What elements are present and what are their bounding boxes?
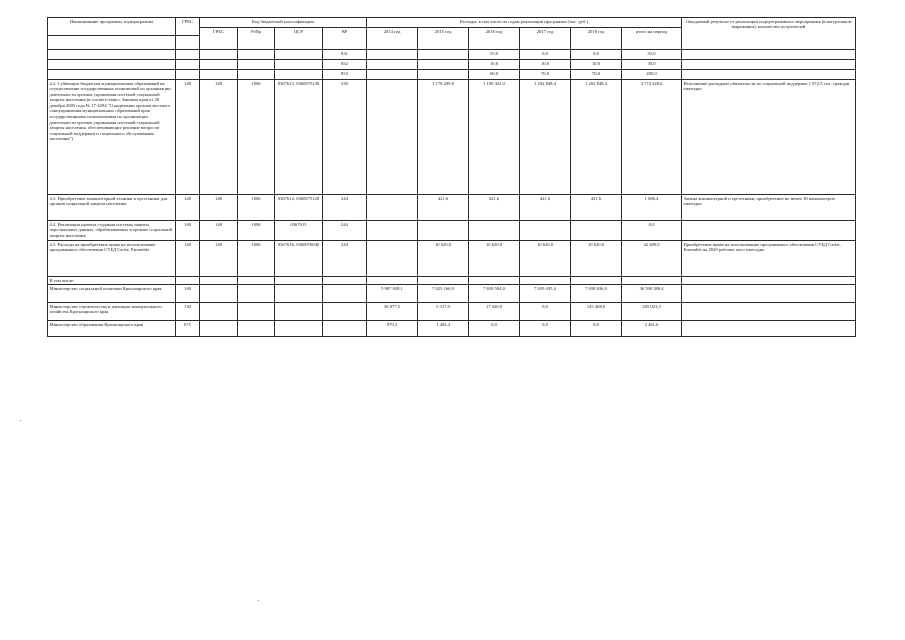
total-cell: 42 480,0	[622, 241, 682, 277]
table-row	[48, 221, 856, 241]
table-row	[48, 277, 856, 285]
value-cell: 0,0	[520, 321, 571, 337]
value-cell: 5 317,0	[418, 303, 469, 321]
value-cell: 0,0	[520, 303, 571, 321]
csr-cell: 0367615	[275, 221, 323, 241]
header-name: Наименование программы, подпрограммы	[48, 18, 176, 36]
value-cell: 7 625 166,9	[418, 285, 469, 303]
value-cell: 0,0	[571, 50, 622, 60]
header-kbk-grbs: ГРБС	[200, 28, 238, 50]
vr-cell: 244	[323, 195, 367, 221]
kbk-grbs-cell: 148	[200, 80, 238, 195]
kbk-grbs-cell: 148	[200, 195, 238, 221]
value-cell: 17 420,0	[469, 303, 520, 321]
value-cell: 36 877,5	[367, 303, 418, 321]
row-name: 4.5. Расходы на приобретение права на использование программного обеспечения СУБД Cache, Ensemble	[48, 241, 176, 277]
value-cell: 421,6	[469, 195, 520, 221]
header-total: итого на период	[622, 28, 682, 50]
result-cell	[682, 221, 856, 241]
header-2016: 2016 год	[469, 28, 520, 50]
row-name: 4.4. Реализация проекта создания системы защиты персональных данных, обрабатываемых в органах социальной защиты населения	[48, 221, 176, 241]
value-cell: 0,0	[571, 321, 622, 337]
header-grbs: ГРБС	[176, 18, 200, 36]
vr-cell: 530	[323, 80, 367, 195]
vr-cell: 852	[323, 60, 367, 70]
value-cell	[367, 221, 418, 241]
table-row	[48, 285, 856, 303]
grbs-cell: 148	[176, 195, 200, 221]
vr-cell: 831	[323, 50, 367, 60]
table-row	[48, 241, 856, 277]
rzpr-cell: 1006	[238, 80, 275, 195]
value-cell: 421,6	[571, 195, 622, 221]
vr-cell: 853	[323, 70, 367, 80]
value-cell	[520, 221, 571, 241]
value-cell: 7 658 636,9	[571, 285, 622, 303]
value-cell: 10 620,0	[469, 241, 520, 277]
header-2014: 2014 год	[367, 28, 418, 50]
csr-cell: 0367616, 0360076040	[275, 241, 323, 277]
value-cell: 1 190 422,0	[469, 80, 520, 195]
table-row	[48, 303, 856, 321]
row-name: 4.3. Приобретение компьютерной техники и оргтехники для органов социальной защиты населения	[48, 195, 176, 221]
header-result: Ожидаемый результат от реализации подпрограммного мероприятия (в натуральном выражении), количество получателей	[682, 18, 856, 50]
value-cell: 0,0	[520, 50, 571, 60]
total-cell: 205 023,3	[622, 303, 682, 321]
grbs-cell: 148	[176, 241, 200, 277]
value-cell: 979,2	[367, 321, 418, 337]
table-row	[48, 50, 856, 60]
rzpr-cell: 1006	[238, 195, 275, 221]
value-cell: 0,0	[469, 321, 520, 337]
total-cell: 200,0	[622, 70, 682, 80]
ministry-name: Министерство социальной политики Красноярского края	[48, 285, 176, 303]
table-row	[48, 70, 856, 80]
ministry-name: Министерство образования Красноярского края	[48, 321, 176, 337]
value-cell	[469, 221, 520, 241]
table-row	[48, 60, 856, 70]
value-cell: 145 408,0	[571, 303, 622, 321]
value-cell: 10 620,0	[520, 241, 571, 277]
total-cell: 55,0	[622, 50, 682, 60]
value-cell: 10,0	[571, 60, 622, 70]
grbs-cell: 148	[176, 285, 200, 303]
vr-cell: 244	[323, 241, 367, 277]
total-cell: 36 590 380,4	[622, 285, 682, 303]
header-2017: 2017 год	[520, 28, 571, 50]
result-cell: Исполнение расходных обязательств по социальной поддержке 1 972,5 тыс. граждан ежегодно	[682, 80, 856, 195]
value-cell: 10 620,0	[571, 241, 622, 277]
result-cell: Замена компьютерной и оргтехники, приобретение не менее 30 компьютеров ежегодно	[682, 195, 856, 221]
row-name: 4.2. Субвенции бюджетам муниципальных образований на осуществление государственных полномочий по организации деятельности органов управления системой социальной защиты населения (в соответствии с Законом края от 20 декабря 2005 года № 17-4294 "О наделении органов местного самоуправления муниципальных образований края государственными полномочиями по организации деятельности органов управления системой социальной защиты населения, обеспечивающих решение вопросов социальной поддержки и социального обслуживания населения")	[48, 80, 176, 195]
grbs-cell: 075	[176, 321, 200, 337]
grbs-cell: 148	[176, 221, 200, 241]
value-cell: 70,0	[520, 70, 571, 80]
table-row	[48, 80, 856, 195]
rzpr-cell: 1006	[238, 241, 275, 277]
value-cell: 7 659 504,0	[469, 285, 520, 303]
header-expenses: Расходы, в том числе по годам реализации программы (тыс. руб.)	[367, 18, 682, 28]
result-cell: Приобретение права на использование программного обеспечения СУБД Cache, Ensemble на 2026 рабочих мест ежегодно	[682, 241, 856, 277]
header-kbk-csr: ЦСР	[275, 28, 323, 50]
table-row	[48, 321, 856, 337]
grbs-cell: 148	[176, 80, 200, 195]
value-cell	[418, 221, 469, 241]
value-cell: 60,0	[469, 70, 520, 80]
csr-cell: 0367613, 0360075130	[275, 80, 323, 195]
total-cell: 30,0	[622, 60, 682, 70]
kbk-grbs-cell: 148	[200, 221, 238, 241]
kbk-grbs-cell: 148	[200, 241, 238, 277]
value-cell: 421,6	[520, 195, 571, 221]
value-cell: 5 987 638,1	[367, 285, 418, 303]
value-cell: 1 178 209,8	[418, 80, 469, 195]
header-2018: 2018 год	[571, 28, 622, 50]
value-cell: 10 620,0	[418, 241, 469, 277]
value-cell	[367, 80, 418, 195]
scan-speck	[20, 420, 21, 421]
table-row	[48, 195, 856, 221]
value-cell: 7 659 435,4	[520, 285, 571, 303]
incl-label: В том числе:	[48, 277, 176, 285]
value-cell: 10,0	[469, 60, 520, 70]
value-cell: 1 482,4	[418, 321, 469, 337]
value-cell: 10,0	[520, 60, 571, 70]
vr-cell: 244	[323, 221, 367, 241]
value-cell	[571, 221, 622, 241]
value-cell: 55,0	[469, 50, 520, 60]
value-cell	[367, 241, 418, 277]
header-row-1	[48, 18, 856, 28]
header-kbk-vr: ВР	[323, 28, 367, 50]
csr-cell: 0367612, 0360075120	[275, 195, 323, 221]
value-cell: 421,6	[418, 195, 469, 221]
total-cell: 2 461,6	[622, 321, 682, 337]
total-cell: 0,0	[622, 221, 682, 241]
total-cell: 4 774 328,6	[622, 80, 682, 195]
value-cell: 1 202 848,4	[520, 80, 571, 195]
ministry-name: Министерство строительства и жилищно-коммунального хозяйства Красноярского края	[48, 303, 176, 321]
header-kbk: Код бюджетной классификации	[200, 18, 367, 28]
grbs-cell: 130	[176, 303, 200, 321]
value-cell: 70,0	[571, 70, 622, 80]
header-kbk-rzpr: РзПр	[238, 28, 275, 50]
scan-speck	[258, 600, 259, 601]
total-cell: 1 686,4	[622, 195, 682, 221]
value-cell: 1 202 848,4	[571, 80, 622, 195]
rzpr-cell: 1006	[238, 221, 275, 241]
header-2015: 2015 год	[418, 28, 469, 50]
value-cell	[367, 195, 418, 221]
budget-table	[47, 17, 856, 337]
